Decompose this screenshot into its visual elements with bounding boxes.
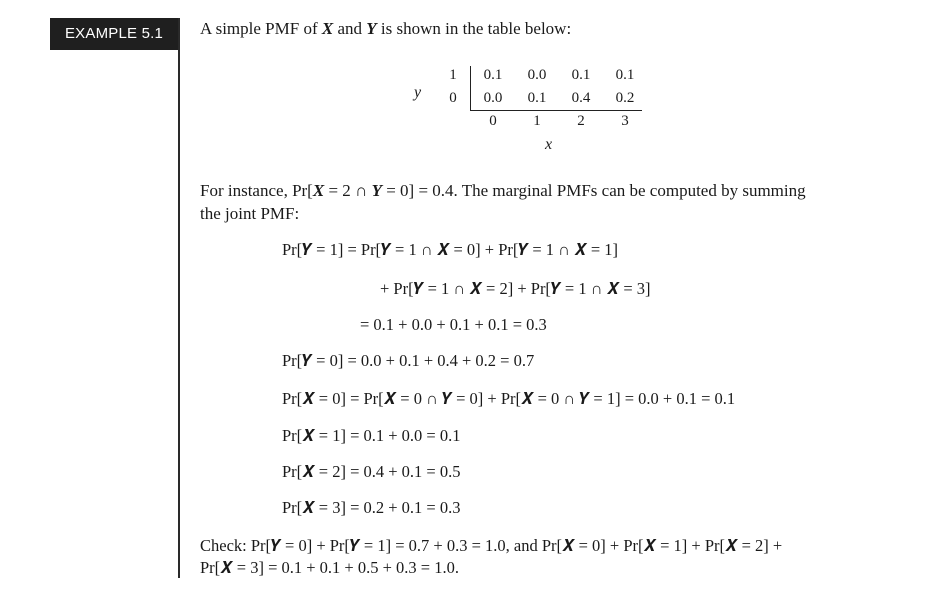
pmf-cell: 0.2 [615, 90, 635, 106]
para-part: = 0] = 0.4. The marginal PMFs can be computed by summing [381, 181, 806, 200]
equation-pr-y1-continued: + Pr[𝒀 = 1 ∩ 𝑿 = 2] + Pr[𝒀 = 1 ∩ 𝑿 = 3] [380, 279, 651, 298]
example-label: EXAMPLE 5.1 [50, 18, 178, 50]
equation-pr-y1: Pr[𝒀 = 1] = Pr[𝒀 = 1 ∩ 𝑿 = 0] + Pr[𝒀 = 1 ∩ 𝑿 = 1] [282, 240, 618, 259]
equation-pr-x3: Pr[𝑿 = 3] = 0.2 + 0.1 = 0.3 [282, 498, 461, 517]
intro-after: is shown in the table below: [376, 19, 572, 38]
check-line-1: Check: Pr[𝒀 = 0] + Pr[𝒀 = 1] = 0.7 + 0.3 = 1.0, and Pr[𝑿 = 0] + Pr[𝑿 = 1] + Pr[𝑿 = 2] + [200, 536, 783, 555]
para-part: For instance, Pr[ [200, 181, 313, 200]
equation-pr-y0: Pr[𝒀 = 0] = 0.0 + 0.1 + 0.4 + 0.2 = 0.7 [282, 351, 535, 370]
pmf-table [400, 64, 660, 164]
equation-pr-x2: Pr[𝑿 = 2] = 0.4 + 0.1 = 0.5 [282, 462, 461, 481]
paragraph-line-1 [200, 181, 806, 201]
para-y: Y [371, 181, 382, 200]
paragraph-line-2: the joint PMF: [200, 204, 300, 223]
equation-pr-y1-result: = 0.1 + 0.0 + 0.1 + 0.1 = 0.3 [360, 315, 547, 334]
pmf-y-value: 0 [449, 90, 457, 106]
pmf-cell: 0.1 [571, 67, 591, 83]
equation-pr-x1: Pr[𝑿 = 1] = 0.1 + 0.0 = 0.1 [282, 426, 461, 445]
pmf-cell: 0.1 [483, 67, 503, 83]
intro-text [200, 19, 571, 39]
pmf-x-label: x [545, 136, 553, 153]
pmf-y-label: y [414, 84, 422, 101]
intro-and: and [333, 19, 367, 38]
para-x: X [312, 181, 325, 200]
pmf-y-value: 1 [449, 67, 457, 83]
left-rule [178, 18, 180, 578]
intro-y: Y [366, 19, 377, 38]
pmf-x-value: 3 [621, 113, 629, 129]
pmf-cell: 0.4 [571, 90, 591, 106]
pmf-x-value: 2 [577, 113, 585, 129]
equation-pr-x0: Pr[𝑿 = 0] = Pr[𝑿 = 0 ∩ 𝒀 = 0] + Pr[𝑿 = 0 ∩ 𝒀 = 1] = 0.0 + 0.1 = 0.1 [282, 389, 736, 408]
pmf-cell: 0.1 [615, 67, 635, 83]
para-part: = 2 ∩ [324, 181, 372, 200]
pmf-cell: 0.1 [527, 90, 547, 106]
pmf-x-value: 1 [533, 113, 541, 129]
pmf-cell: 0.0 [483, 90, 503, 106]
intro-x: X [321, 19, 334, 38]
pmf-cell: 0.0 [527, 67, 547, 83]
check-line-2: Pr[𝑿 = 3] = 0.1 + 0.1 + 0.5 + 0.3 = 1.0. [200, 558, 459, 577]
pmf-horizontal-rule [470, 110, 642, 111]
pmf-x-value: 0 [489, 113, 497, 129]
intro-before: A simple PMF of [200, 19, 322, 38]
